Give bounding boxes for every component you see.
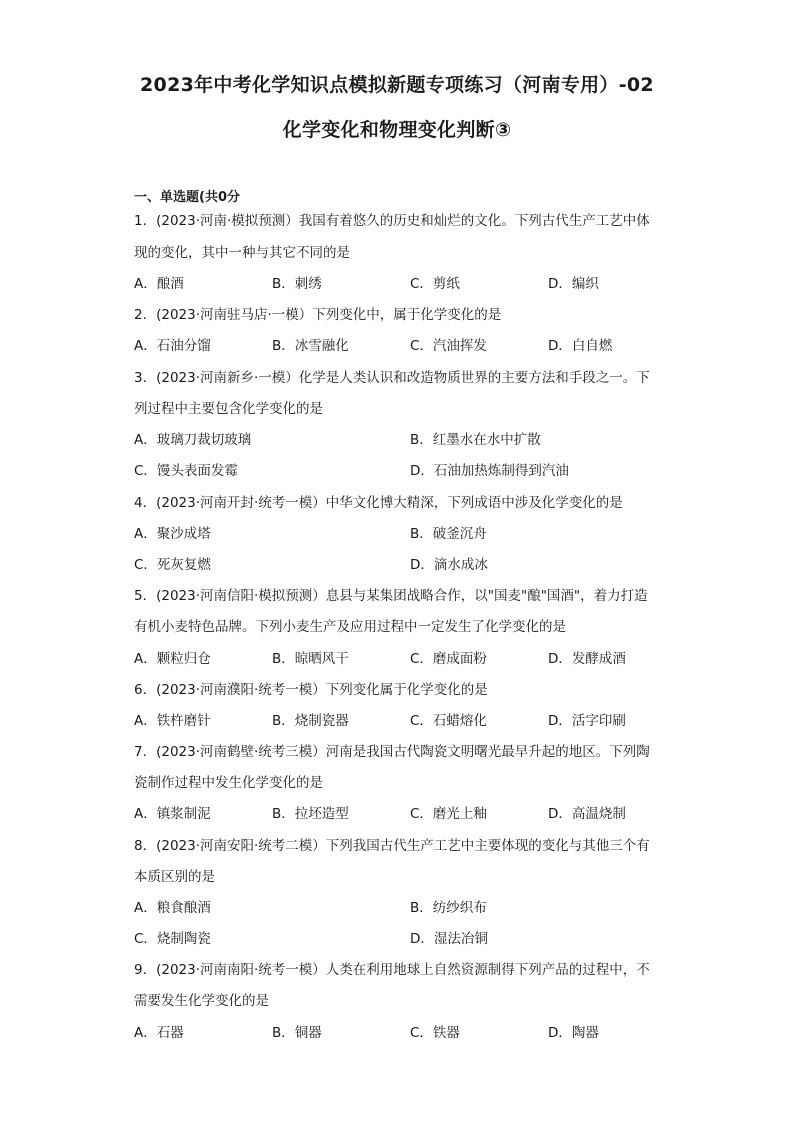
question-6-option-d: D．活字印刷 xyxy=(548,713,626,729)
question-8-option-d: D．湿法冶铜 xyxy=(410,931,488,947)
question-2-option-b: B．冰雪融化 xyxy=(272,338,349,354)
question-7-text-line-2: 瓷制作过程中发生化学变化的是 xyxy=(134,775,323,791)
question-7-option-a: A．镇浆制泥 xyxy=(134,806,211,822)
question-5-text-line-1: 5．(2023·河南信阳·模拟预测）息县与某集团战略合作，以"国麦"酿"国酒"，着力打造 xyxy=(134,588,648,604)
question-1-option-c: C．剪纸 xyxy=(410,276,460,292)
question-5-option-b: B．晾晒风干 xyxy=(272,651,349,667)
question-5-option-d: D．发酵成酒 xyxy=(548,651,626,667)
question-9-option-a: A．石器 xyxy=(134,1025,184,1041)
question-3-text-line-2: 列过程中主要包含化学变化的是 xyxy=(134,401,323,417)
question-7-option-d: D．高温烧制 xyxy=(548,806,626,822)
question-9-text-line-1: 9．(2023·河南南阳·统考一模）人类在利用地球上自然资源制得下列产品的过程中，不 xyxy=(134,962,650,978)
question-3-option-c: C．馒头表面发霉 xyxy=(134,463,238,479)
section-heading: 一、单选题(共0分 xyxy=(134,190,240,205)
question-8-text-line-1: 8．(2023·河南安阳·统考二模）下列我国古代生产工艺中主要体现的变化与其他三个有 xyxy=(134,838,650,854)
question-1-text-line-2: 现的变化，其中一种与其它不同的是 xyxy=(134,245,350,261)
question-2-option-c: C．汽油挥发 xyxy=(410,338,487,354)
question-8-option-a: A．粮食酿酒 xyxy=(134,900,211,916)
question-9-option-b: B．铜器 xyxy=(272,1025,322,1041)
question-6-text-line-1: 6．(2023·河南濮阳·统考一模）下列变化属于化学变化的是 xyxy=(134,682,488,698)
question-5-option-a: A．颗粒归仓 xyxy=(134,651,211,667)
question-9-option-c: C．铁器 xyxy=(410,1025,460,1041)
question-3-text-line-1: 3．(2023·河南新乡·一模）化学是人类认识和改造物质世界的主要方法和手段之一。下 xyxy=(134,370,650,386)
question-8-option-b: B．纺纱织布 xyxy=(410,900,487,916)
question-1-option-a: A．酿酒 xyxy=(134,276,184,292)
question-3-option-d: D．石油加热炼制得到汽油 xyxy=(410,463,569,479)
question-4-option-d: D．滴水成冰 xyxy=(410,557,488,573)
question-3-option-a: A．玻璃刀裁切玻璃 xyxy=(134,432,252,448)
question-6-option-c: C．石蜡熔化 xyxy=(410,713,487,729)
question-4-text-line-1: 4．(2023·河南开封·统考一模）中华文化博大精深，下列成语中涉及化学变化的是 xyxy=(134,495,623,511)
question-4-option-c: C．死灰复燃 xyxy=(134,557,211,573)
question-6-option-b: B．烧制瓷器 xyxy=(272,713,349,729)
question-2-text-line-1: 2．(2023·河南驻马店·一模）下列变化中，属于化学变化的是 xyxy=(134,307,502,323)
document-title-line-2: 化学变化和物理变化判断③ xyxy=(282,119,512,141)
question-8-text-line-2: 本质区别的是 xyxy=(134,869,215,885)
question-7-option-c: C．磨光上釉 xyxy=(410,806,487,822)
question-1-option-b: B．刺绣 xyxy=(272,276,322,292)
question-1-text-line-1: 1．(2023·河南·模拟预测）我国有着悠久的历史和灿烂的文化。下列古代生产工艺中体 xyxy=(134,213,650,229)
question-5-option-c: C．磨成面粉 xyxy=(410,651,487,667)
document-title-line-1: 2023年中考化学知识点模拟新题专项练习（河南专用）-02 xyxy=(140,74,654,96)
question-1-option-d: D．编织 xyxy=(548,276,599,292)
question-6-option-a: A．铁杵磨针 xyxy=(134,713,211,729)
question-9-option-d: D．陶器 xyxy=(548,1025,599,1041)
question-2-option-d: D．白自燃 xyxy=(548,338,613,354)
question-9-text-line-2: 需要发生化学变化的是 xyxy=(134,993,269,1009)
question-5-text-line-2: 有机小麦特色品牌。下列小麦生产及应用过程中一定发生了化学变化的是 xyxy=(134,619,566,635)
question-2-option-a: A．石油分馏 xyxy=(134,338,211,354)
question-3-option-b: B．红墨水在水中扩散 xyxy=(410,432,541,448)
question-8-option-c: C．烧制陶瓷 xyxy=(134,931,211,947)
question-4-option-b: B．破釜沉舟 xyxy=(410,526,487,542)
question-7-option-b: B．拉坯造型 xyxy=(272,806,349,822)
question-4-option-a: A．聚沙成塔 xyxy=(134,526,211,542)
question-7-text-line-1: 7．(2023·河南鹤壁·统考三模）河南是我国古代陶瓷文明曙光最早升起的地区。下列陶 xyxy=(134,744,650,760)
